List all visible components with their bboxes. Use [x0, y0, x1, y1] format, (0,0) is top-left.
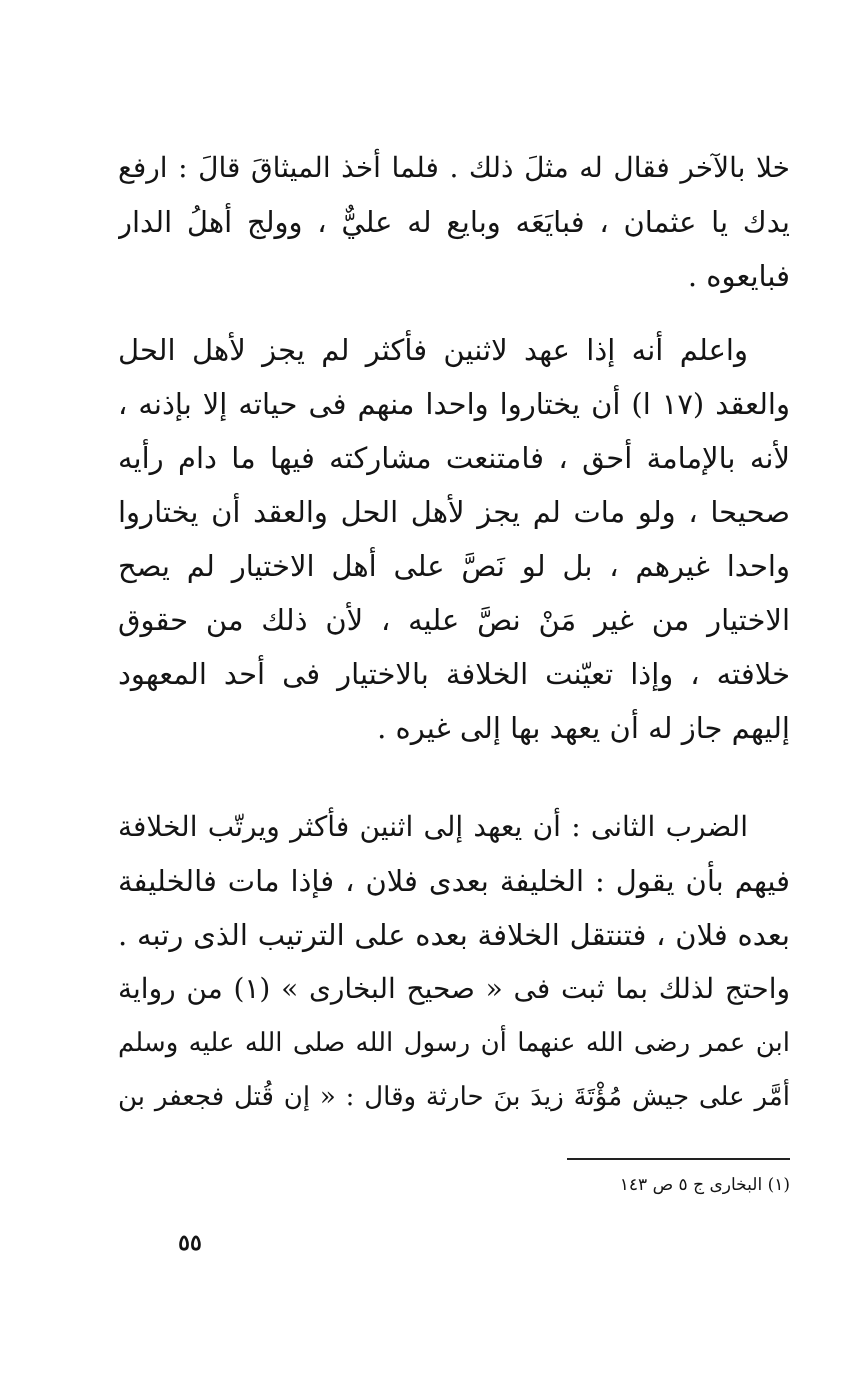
text-line: الضرب الثانى : أن يعهد إلى اثنين فأكثر ويرتّب الخلافة	[118, 810, 748, 843]
text-line: واحدا غيرهم ، بل لو نَصَّ على أهل الاختيار لم يصح	[118, 549, 790, 583]
text-line: الاختيار من غير مَنْ نصَّ عليه ، لأن ذلك من حقوق	[118, 603, 790, 637]
paragraph-1	[118, 141, 790, 303]
text-line: والعقد (١٧ ا) أن يختاروا واحدا منهم فى حياته إلا بإذنه ،	[118, 387, 790, 421]
page-number: ٥٥	[178, 1230, 202, 1256]
text-line: إليهم جاز له أن يعهد بها إلى غيره .	[377, 711, 790, 745]
text-line: ابن عمر رضى الله عنهما أن رسول الله صلى الله عليه وسلم	[118, 1028, 790, 1058]
paragraph-2	[118, 323, 790, 755]
text-line: واحتج لذلك بما ثبت فى « صحيح البخارى » (١) من رواية	[118, 972, 790, 1005]
text-line: فبايعوه .	[687, 259, 790, 293]
text-line: خلا بالآخر فقال له مثلَ ذلك . فلما أخذ الميثاقَ قالَ : ارفع	[118, 151, 790, 184]
footnote-divider	[567, 1158, 790, 1160]
text-line: واعلم أنه إذا عهد لاثنين فأكثر لم يجز لأهل الحل	[118, 333, 748, 367]
paragraph-3	[118, 800, 790, 1124]
text-line: لأنه بالإمامة أحق ، فامتنعت مشاركته فيها ما دام رأيه	[118, 441, 790, 475]
footnote: (١) البخارى ج ٥ ص ١٤٣	[619, 1175, 790, 1195]
text-line: فيهم بأن يقول : الخليفة بعدى فلان ، فإذا مات فالخليفة	[118, 864, 790, 898]
text-line: صحيحا ، ولو مات لم يجز لأهل الحل والعقد أن يختاروا	[118, 495, 790, 529]
text-line: خلافته ، وإذا تعيّنت الخلافة بالاختيار فى أحد المعهود	[118, 657, 790, 691]
text-line: يدك يا عثمان ، فبايَعَه وبايع له عليٌّ ، وولج أهلُ الدار	[118, 205, 790, 239]
text-line: بعده فلان ، فتنتقل الخلافة بعده على الترتيب الذى رتبه .	[118, 918, 790, 952]
text-line: أمَّر على جيش مُؤْتَةَ زيدَ بنَ حارثة وقال : « إن قُتل فجعفر بن	[118, 1082, 790, 1112]
